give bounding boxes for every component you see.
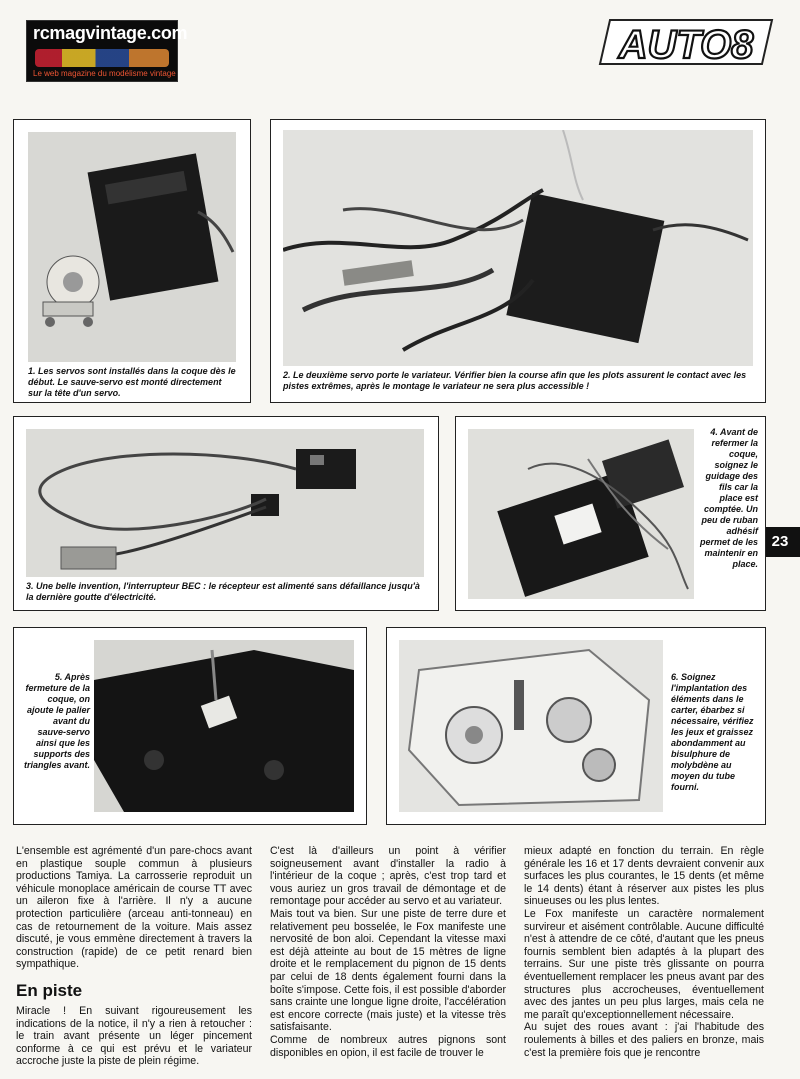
caption-2: 2. Le deuxième servo porte le variateur. Vérifier bien la course afin que les plots assurent le contact avec les pistes extrêmes, après le montage le variateur ne sera plus accessible ! — [283, 370, 747, 391]
variator-photo — [283, 130, 753, 366]
article-paragraph: mieux adapté en fonction du terrain. En règle générale les 16 et 17 dents devraient convenir aux surfaces les plus courantes, le 15 dents (et même le 14 dents) étant à réserver aux pistes les plus sinueuses ou les plus lentes. — [524, 845, 764, 908]
site-title: rcmagvintage.com — [33, 23, 188, 43]
article-paragraph: Au sujet des roues avant : j'ai l'habitude des roulements à billes et des paliers en bronze, mais c'est la première fois que je rencontre — [524, 1021, 764, 1059]
photo-frame-3 — [13, 416, 439, 611]
caption-4: 4. Avant de refermer la coque, soignez le guidage des fils car la place est comptée. Un peu de ruban adhésif permet de les maintenir en place. — [699, 427, 758, 569]
svg-text:AUTO8: AUTO8 — [618, 23, 754, 67]
photo-frame-1 — [13, 119, 251, 403]
front-bearing-image — [94, 640, 354, 812]
caption-6: 6. Soignez l'implantation des éléments dans le carter, ébarbez si nécessaire, vérifiez les jeux et graissez abondamment au bisulphure de molybdène au moyen du tube fourni. — [671, 672, 754, 792]
servo-image — [28, 132, 236, 362]
bec-switch-photo — [26, 429, 424, 577]
article-paragraph: Comme de nombreux autres pignons sont disponibles en opion, il est facile de trouver le — [270, 1033, 506, 1059]
variator-image — [283, 130, 753, 366]
photo-frame-6 — [386, 627, 766, 825]
gearbox-photo — [399, 640, 663, 812]
rc-car-logo-icon — [35, 49, 169, 67]
photo-frame-4 — [455, 416, 766, 611]
magazine-brand-logo — [596, 14, 776, 70]
site-tagline: Le web magazine du modélisme vintage — [33, 69, 176, 78]
servo-photo — [28, 132, 236, 362]
caption-1: 1. Les servos sont installés dans la coque dès le début. Le sauve-servo est monté directement sur la tête d'un servo. — [28, 366, 236, 398]
bec-switch-image — [26, 429, 424, 577]
article-paragraph: L'ensemble est agrémenté d'un pare-chocs avant en plastique souple commun à plusieurs productions Tamiya. La carrosserie reproduit un véhicule monoplace américain de course TT avec un aileron fixe à l'arrière. Il n'y a aucune protection particulière (arceau anti-tonneau) en cas de retournement de la voiture. Mais assez discuté, je vous emmène directement à travers la construction (rapide) de ce petit renard bien sympathique. — [16, 845, 252, 971]
wiring-photo — [468, 429, 694, 599]
section-heading: En piste — [16, 980, 83, 1000]
site-logo — [26, 20, 188, 82]
article-paragraph: Miracle ! En suivant rigoureusement les indications de la notice, il n'y a rien à retoucher : le train avant présente un léger pincement conforme à ce qui est prévu et le variateur accroche juste la piste de plein régime. — [16, 1004, 252, 1068]
photo-frame-5 — [13, 627, 367, 825]
article-paragraph: C'est là d'ailleurs un point à vérifier soigneusement avant d'installer la radio à l'intérieur de la coque ; après, c'est trop tard et vous auriez un gros travail de démontage et de remontage pour accéder au servo et au variateur. — [270, 845, 506, 908]
page-number: 23 — [760, 527, 800, 557]
article-column-1 — [16, 845, 252, 1068]
article-paragraph: Mais tout va bien. Sur une piste de terre dure et relativement peu bosselée, le Fox manifeste une nervosité de bon aloi. Cependant la vitesse maxi est déjà atteinte au bout de 15 mètres de ligne droite et le remplacement du pignon de 15 dents par celui de 18 dents également fourni dans la boîte s'impose. Cette fois, il est possible d'aborder sans crainte une longue ligne droite, l'accélération est encore correcte (mais juste) et la vitesse très satisfaisante. — [270, 907, 506, 1034]
caption-3: 3. Une belle invention, l'interrupteur BEC : le récepteur est alimenté sans défaillance jusqu'à la dernière goutte d'électricité. — [26, 581, 420, 602]
photo-frame-2 — [270, 119, 766, 403]
front-bearing-photo — [94, 640, 354, 812]
article-paragraph: Le Fox manifeste un caractère normalement survireur et aisément contrôlable. Aucune difficulté n'est à attendre de ce côté, d'autant que les pneus fournis semblent bien adaptés à la plupart des terrains. Sur une piste très glissante on pourra éventuellement remplacer les pneus avant par des structures plus accrocheuses, éventuellement avec des jantes un peu plus larges, mais cela ne me paraît qu'exceptionnellement nécessaire. — [524, 907, 764, 1021]
article-column-3 — [524, 845, 764, 1059]
wiring-image — [468, 429, 694, 599]
article-column-2 — [270, 845, 506, 1059]
gearbox-image — [399, 640, 663, 812]
caption-5: 5. Après fermeture de la coque, on ajoute le palier avant du sauve-servo ainsi que les supports des triangles avant. — [23, 672, 90, 770]
